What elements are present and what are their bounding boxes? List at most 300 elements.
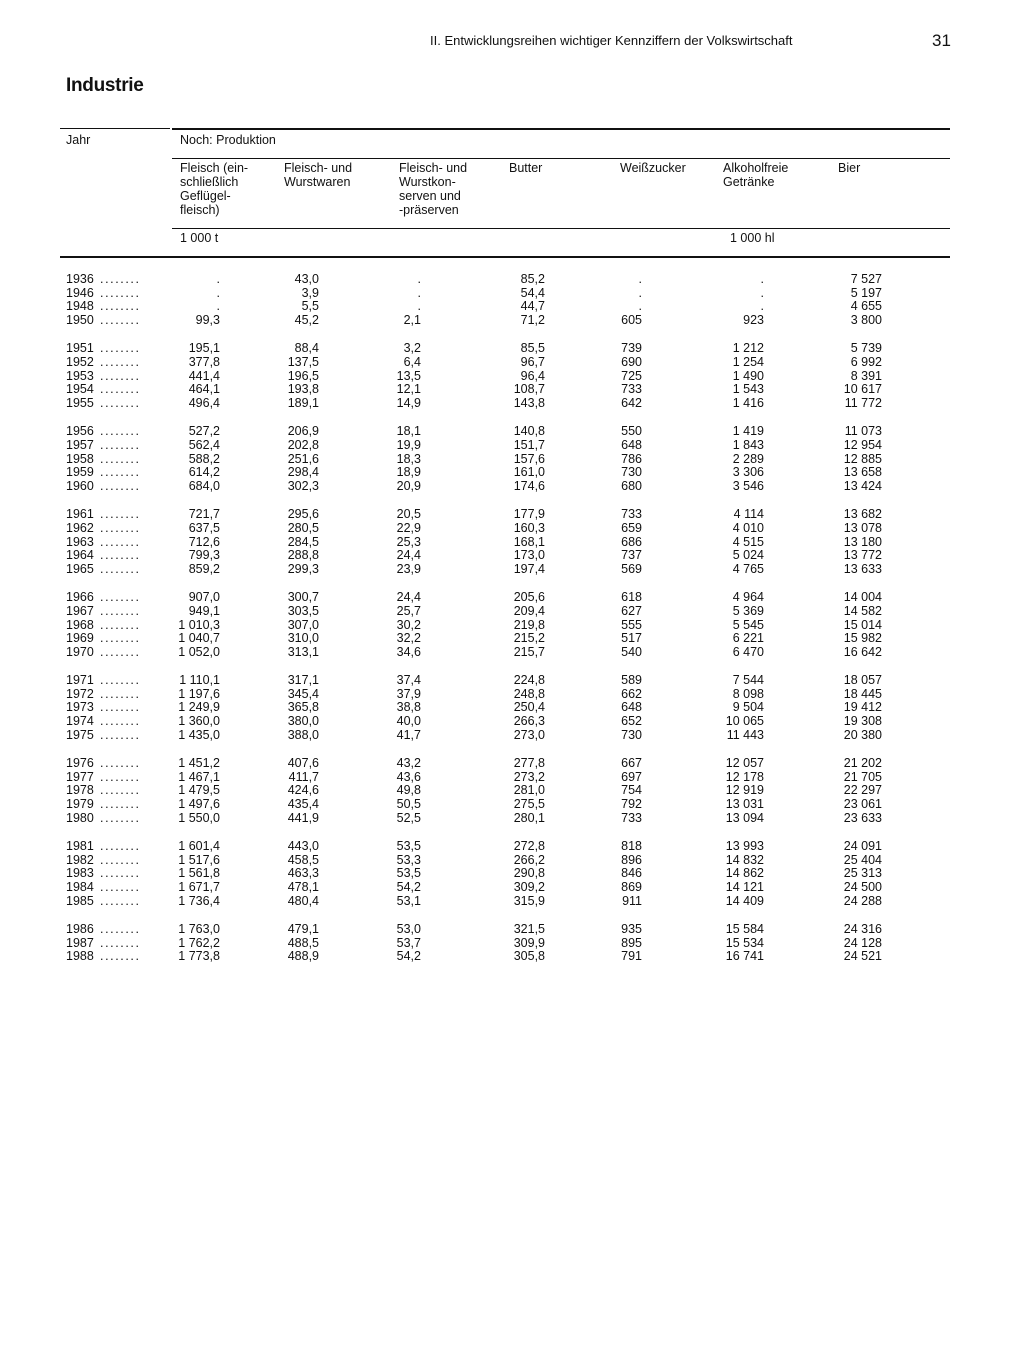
running-header: II. Entwicklungsreihen wichtiger Kennziffern der Volkswirtschaft <box>430 33 793 48</box>
cell-fleisch: 1 561,8 <box>178 866 220 881</box>
cell-weisszucker: 739 <box>621 341 642 356</box>
cell-butter: 309,9 <box>513 935 545 950</box>
leader-dots: ........ <box>100 686 141 701</box>
table-row <box>0 880 1024 894</box>
row-year: 1977 <box>66 769 94 784</box>
cell-weisszucker: 686 <box>621 534 642 549</box>
row-year: 1960 <box>66 478 94 493</box>
cell-bier: 5 739 <box>850 341 882 356</box>
cell-bier: 22 297 <box>843 783 882 798</box>
cell-butter: 275,5 <box>513 797 545 811</box>
group-rule <box>172 158 950 159</box>
cell-bier: 20 380 <box>843 727 882 742</box>
cell-butter: 197,4 <box>513 561 545 576</box>
cell-butter: 273,0 <box>513 727 545 742</box>
cell-fleisch: 588,2 <box>188 451 220 466</box>
cell-weisszucker: 792 <box>621 797 642 811</box>
cell-konserven: 13,5 <box>396 368 421 383</box>
row-year: 1986 <box>66 922 94 936</box>
cell-konserven: 43,6 <box>396 769 421 784</box>
row-year: 1954 <box>66 382 94 397</box>
cell-getraenke: 5 369 <box>732 603 764 618</box>
table-row <box>0 452 1024 466</box>
cell-fleisch: 614,2 <box>188 465 220 480</box>
cell-butter: 281,0 <box>513 783 545 798</box>
cell-fleischwaren: 307,0 <box>287 617 319 632</box>
cell-konserven: . <box>417 272 421 286</box>
cell-butter: 215,2 <box>513 631 545 646</box>
cell-weisszucker: 662 <box>621 686 642 701</box>
cell-fleisch: . <box>216 285 220 300</box>
cell-weisszucker: 555 <box>621 617 642 632</box>
row-year: 1972 <box>66 686 94 701</box>
cell-fleischwaren: 435,4 <box>287 797 319 811</box>
cell-konserven: 38,8 <box>396 700 421 715</box>
table-row <box>0 618 1024 632</box>
cell-fleischwaren: 251,6 <box>287 451 319 466</box>
cell-bier: 13 772 <box>843 548 882 563</box>
cell-fleischwaren: 480,4 <box>287 893 319 908</box>
cell-bier: 13 658 <box>843 465 882 480</box>
table-row <box>0 507 1024 521</box>
cell-fleisch: 1 435,0 <box>178 727 220 742</box>
table-row <box>0 936 1024 950</box>
table-row <box>0 382 1024 396</box>
cell-getraenke: 15 584 <box>725 922 764 936</box>
cell-fleisch: 1 467,1 <box>178 769 220 784</box>
cell-bier: 8 391 <box>850 368 882 383</box>
cell-weisszucker: 737 <box>621 548 642 563</box>
cell-konserven: 18,3 <box>396 451 421 466</box>
cell-fleisch: 99,3 <box>195 312 220 327</box>
cell-bier: 24 316 <box>843 922 882 936</box>
cell-weisszucker: 648 <box>621 700 642 715</box>
cell-butter: 140,8 <box>513 424 545 439</box>
cell-fleischwaren: 280,5 <box>287 520 319 535</box>
cell-konserven: 25,7 <box>396 603 421 618</box>
cell-getraenke: 13 094 <box>725 810 764 825</box>
column-header-year: Jahr <box>66 133 91 147</box>
cell-fleischwaren: 424,6 <box>287 783 319 798</box>
cell-fleischwaren: 298,4 <box>287 465 319 480</box>
row-year: 1946 <box>66 285 94 300</box>
leader-dots: ........ <box>100 341 141 356</box>
leader-dots: ........ <box>100 548 141 563</box>
cell-fleisch: 1 479,5 <box>178 783 220 798</box>
cell-weisszucker: 730 <box>621 465 642 480</box>
cell-bier: 24 500 <box>843 879 882 894</box>
cell-butter: 277,8 <box>513 756 545 770</box>
leader-dots: ........ <box>100 451 141 466</box>
cell-getraenke: 1 843 <box>732 437 764 452</box>
cell-fleischwaren: 302,3 <box>287 478 319 493</box>
leader-dots: ........ <box>100 272 141 286</box>
cell-getraenke: 14 862 <box>725 866 764 881</box>
unit-rule <box>172 228 950 229</box>
table-row <box>0 922 1024 936</box>
cell-konserven: 24,4 <box>396 590 421 605</box>
table-top-rule <box>172 128 950 130</box>
cell-butter: 305,8 <box>513 949 545 964</box>
table-row <box>0 341 1024 355</box>
cell-fleisch: 1 010,3 <box>178 617 220 632</box>
leader-dots: ........ <box>100 590 141 605</box>
row-year: 1975 <box>66 727 94 742</box>
cell-fleischwaren: 43,0 <box>294 272 319 286</box>
cell-bier: 14 004 <box>843 590 882 605</box>
cell-konserven: 50,5 <box>396 797 421 811</box>
table-row <box>0 396 1024 410</box>
row-year: 1978 <box>66 783 94 798</box>
table-row <box>0 479 1024 493</box>
cell-weisszucker: 869 <box>621 879 642 894</box>
cell-konserven: . <box>417 285 421 300</box>
cell-fleischwaren: 345,4 <box>287 686 319 701</box>
cell-getraenke: 14 121 <box>725 879 764 894</box>
row-year: 1951 <box>66 341 94 356</box>
cell-weisszucker: 627 <box>621 603 642 618</box>
leader-dots: ........ <box>100 866 141 881</box>
cell-weisszucker: 540 <box>621 644 642 659</box>
cell-butter: 85,2 <box>520 272 545 286</box>
cell-weisszucker: 818 <box>621 839 642 853</box>
cell-bier: 24 288 <box>843 893 882 908</box>
cell-butter: 96,4 <box>520 368 545 383</box>
cell-fleisch: 1 052,0 <box>178 644 220 659</box>
leader-dots: ........ <box>100 810 141 825</box>
cell-konserven: 37,9 <box>396 686 421 701</box>
cell-getraenke: . <box>760 272 764 286</box>
cell-weisszucker: 791 <box>621 949 642 964</box>
table-row <box>0 714 1024 728</box>
cell-getraenke: 4 114 <box>733 507 764 522</box>
cell-getraenke: 1 254 <box>732 354 764 369</box>
cell-fleischwaren: 3,9 <box>301 285 319 300</box>
cell-konserven: 53,5 <box>396 866 421 881</box>
cell-fleischwaren: 488,5 <box>287 935 319 950</box>
leader-dots: ........ <box>100 382 141 397</box>
cell-fleischwaren: 206,9 <box>287 424 319 439</box>
cell-bier: 25 313 <box>843 866 882 881</box>
table-row <box>0 949 1024 963</box>
cell-konserven: 18,1 <box>396 424 421 439</box>
row-year: 1982 <box>66 852 94 867</box>
leader-dots: ........ <box>100 852 141 867</box>
cell-weisszucker: 680 <box>621 478 642 493</box>
group-header-production: Noch: Produktion <box>180 133 276 147</box>
cell-getraenke: 4 010 <box>732 520 764 535</box>
cell-konserven: 34,6 <box>396 644 421 659</box>
cell-fleisch: 1 249,9 <box>178 700 220 715</box>
row-year: 1984 <box>66 879 94 894</box>
cell-fleischwaren: 88,4 <box>294 341 319 356</box>
column-header-fleischwaren: Fleisch- und Wurstwaren <box>284 161 353 189</box>
cell-weisszucker: 648 <box>621 437 642 452</box>
cell-getraenke: 15 534 <box>725 935 764 950</box>
cell-konserven: 53,1 <box>396 893 421 908</box>
cell-konserven: 41,7 <box>396 727 421 742</box>
leader-dots: ........ <box>100 935 141 950</box>
cell-weisszucker: 786 <box>621 451 642 466</box>
cell-fleisch: 377,8 <box>188 354 220 369</box>
cell-getraenke: 1 490 <box>732 368 764 383</box>
leader-dots: ........ <box>100 520 141 535</box>
cell-getraenke: 3 306 <box>732 465 764 480</box>
cell-fleisch: 1 550,0 <box>178 810 220 825</box>
cell-konserven: 53,0 <box>396 922 421 936</box>
table-row <box>0 355 1024 369</box>
row-year: 1968 <box>66 617 94 632</box>
cell-konserven: 22,9 <box>396 520 421 535</box>
cell-weisszucker: . <box>638 272 642 286</box>
cell-bier: 18 445 <box>843 686 882 701</box>
cell-konserven: 23,9 <box>396 561 421 576</box>
cell-weisszucker: 652 <box>621 714 642 728</box>
cell-fleischwaren: 284,5 <box>287 534 319 549</box>
leader-dots: ........ <box>100 714 141 728</box>
cell-butter: 272,8 <box>513 839 545 853</box>
cell-fleischwaren: 196,5 <box>287 368 319 383</box>
column-header-fleisch: Fleisch (ein- schließlich Geflügel- fleisch) <box>180 161 249 217</box>
cell-konserven: 6,4 <box>403 354 421 369</box>
cell-fleisch: 1 773,8 <box>178 949 220 964</box>
cell-weisszucker: . <box>638 285 642 300</box>
cell-konserven: 30,2 <box>396 617 421 632</box>
cell-fleischwaren: 411,7 <box>288 769 319 784</box>
leader-dots: ........ <box>100 839 141 853</box>
leader-dots: ........ <box>100 727 141 742</box>
cell-konserven: 25,3 <box>396 534 421 549</box>
cell-fleisch: 1 763,0 <box>178 922 220 936</box>
row-year: 1955 <box>66 395 94 410</box>
cell-weisszucker: 896 <box>621 852 642 867</box>
column-header-bier: Bier <box>838 161 861 175</box>
cell-fleischwaren: 303,5 <box>287 603 319 618</box>
cell-fleischwaren: 458,5 <box>287 852 319 867</box>
cell-fleischwaren: 380,0 <box>287 714 319 728</box>
leader-dots: ........ <box>100 534 141 549</box>
column-header-weisszucker: Weißzucker <box>620 161 686 175</box>
cell-bier: 3 800 <box>850 312 882 327</box>
cell-weisszucker: 733 <box>621 507 642 522</box>
cell-bier: 14 582 <box>843 603 882 618</box>
leader-dots: ........ <box>100 478 141 493</box>
cell-getraenke: 8 098 <box>732 686 764 701</box>
cell-fleischwaren: 463,3 <box>287 866 319 881</box>
cell-fleisch: 684,0 <box>188 478 220 493</box>
row-year: 1979 <box>66 797 94 811</box>
leader-dots: ........ <box>100 700 141 715</box>
leader-dots: ........ <box>100 922 141 936</box>
table-row <box>0 797 1024 811</box>
cell-fleisch: 527,2 <box>188 424 220 439</box>
section-title: Industrie <box>66 75 144 96</box>
cell-fleisch: 1 360,0 <box>178 714 220 728</box>
cell-fleisch: 1 671,7 <box>178 879 220 894</box>
cell-butter: 143,8 <box>513 395 545 410</box>
column-header-butter: Butter <box>509 161 543 175</box>
cell-butter: 273,2 <box>513 769 545 784</box>
row-year: 1976 <box>66 756 94 770</box>
cell-weisszucker: 589 <box>621 673 642 688</box>
cell-fleischwaren: 317,1 <box>287 673 319 688</box>
cell-fleisch: 859,2 <box>188 561 220 576</box>
cell-bier: 24 521 <box>843 949 882 964</box>
column-header-konserven: Fleisch- und Wurstkon- serven und -präserven <box>399 161 468 217</box>
row-year: 1974 <box>66 714 94 728</box>
leader-dots: ........ <box>100 769 141 784</box>
cell-fleisch: 721,7 <box>188 507 220 522</box>
cell-weisszucker: 895 <box>621 935 642 950</box>
cell-fleisch: 637,5 <box>188 520 220 535</box>
cell-fleisch: 949,1 <box>188 603 220 618</box>
cell-getraenke: 4 765 <box>732 561 764 576</box>
cell-getraenke: 12 919 <box>725 783 764 798</box>
table-row <box>0 313 1024 327</box>
leader-dots: ........ <box>100 797 141 811</box>
cell-fleisch: 1 197,6 <box>178 686 220 701</box>
cell-bier: 4 655 <box>850 299 882 314</box>
cell-bier: 19 308 <box>843 714 882 728</box>
cell-weisszucker: 569 <box>621 561 642 576</box>
cell-fleischwaren: 45,2 <box>294 312 319 327</box>
cell-butter: 266,3 <box>513 714 545 728</box>
cell-fleischwaren: 295,6 <box>287 507 319 522</box>
leader-dots: ........ <box>100 395 141 410</box>
table-row <box>0 631 1024 645</box>
row-year: 1983 <box>66 866 94 881</box>
cell-bier: 5 197 <box>850 285 882 300</box>
cell-getraenke: 14 409 <box>725 893 764 908</box>
cell-konserven: . <box>417 299 421 314</box>
cell-bier: 15 014 <box>843 617 882 632</box>
cell-fleisch: 799,3 <box>188 548 220 563</box>
row-year: 1967 <box>66 603 94 618</box>
cell-bier: 24 128 <box>843 935 882 950</box>
cell-bier: 10 617 <box>843 382 882 397</box>
cell-bier: 13 078 <box>843 520 882 535</box>
cell-butter: 71,2 <box>520 312 545 327</box>
cell-butter: 205,6 <box>513 590 545 605</box>
table-row <box>0 590 1024 604</box>
cell-butter: 108,7 <box>513 382 545 397</box>
cell-fleisch: 1 497,6 <box>178 797 220 811</box>
cell-weisszucker: 667 <box>621 756 642 770</box>
cell-bier: 13 682 <box>843 507 882 522</box>
leader-dots: ........ <box>100 756 141 770</box>
cell-getraenke: 923 <box>743 312 764 327</box>
table-row <box>0 521 1024 535</box>
table-row <box>0 770 1024 784</box>
cell-getraenke: . <box>760 285 764 300</box>
cell-weisszucker: 659 <box>621 520 642 535</box>
row-year: 1948 <box>66 299 94 314</box>
cell-konserven: 24,4 <box>396 548 421 563</box>
cell-fleischwaren: 193,8 <box>287 382 319 397</box>
cell-konserven: 19,9 <box>396 437 421 452</box>
cell-fleischwaren: 300,7 <box>287 590 319 605</box>
table-row <box>0 756 1024 770</box>
cell-weisszucker: 690 <box>621 354 642 369</box>
cell-konserven: 18,9 <box>396 465 421 480</box>
cell-butter: 161,0 <box>513 465 545 480</box>
cell-konserven: 32,2 <box>396 631 421 646</box>
cell-butter: 168,1 <box>513 534 545 549</box>
table-row <box>0 728 1024 742</box>
cell-fleischwaren: 137,5 <box>287 354 319 369</box>
cell-bier: 23 061 <box>843 797 882 811</box>
cell-konserven: 54,2 <box>396 879 421 894</box>
leader-dots: ........ <box>100 465 141 480</box>
cell-konserven: 14,9 <box>396 395 421 410</box>
cell-butter: 315,9 <box>513 893 545 908</box>
cell-getraenke: 13 031 <box>725 797 764 811</box>
row-year: 1988 <box>66 949 94 964</box>
cell-konserven: 37,4 <box>396 673 421 688</box>
cell-fleischwaren: 443,0 <box>287 839 319 853</box>
cell-butter: 219,8 <box>513 617 545 632</box>
cell-fleischwaren: 310,0 <box>287 631 319 646</box>
cell-fleisch: 1 040,7 <box>178 631 220 646</box>
cell-konserven: 3,2 <box>403 341 421 356</box>
row-year: 1963 <box>66 534 94 549</box>
cell-fleisch: 907,0 <box>188 590 220 605</box>
row-year: 1965 <box>66 561 94 576</box>
table-row <box>0 272 1024 286</box>
cell-bier: 11 772 <box>844 395 882 410</box>
cell-bier: 12 954 <box>843 437 882 452</box>
cell-weisszucker: 642 <box>621 395 642 410</box>
table-row <box>0 604 1024 618</box>
table-row <box>0 866 1024 880</box>
leader-dots: ........ <box>100 603 141 618</box>
cell-weisszucker: 725 <box>621 368 642 383</box>
cell-butter: 44,7 <box>520 299 545 314</box>
row-year: 1962 <box>66 520 94 535</box>
cell-getraenke: 7 544 <box>732 673 764 688</box>
cell-butter: 309,2 <box>513 879 545 894</box>
row-year: 1952 <box>66 354 94 369</box>
cell-konserven: 52,5 <box>396 810 421 825</box>
cell-butter: 215,7 <box>513 644 545 659</box>
cell-fleisch: 1 736,4 <box>178 893 220 908</box>
cell-fleischwaren: 299,3 <box>287 561 319 576</box>
cell-bier: 19 412 <box>843 700 882 715</box>
cell-getraenke: 2 289 <box>732 451 764 466</box>
cell-bier: 13 424 <box>843 478 882 493</box>
unit-label-hectolitres: 1 000 hl <box>730 231 775 245</box>
cell-fleisch: 464,1 <box>188 382 220 397</box>
cell-fleischwaren: 365,8 <box>287 700 319 715</box>
table-row <box>0 548 1024 562</box>
table-row <box>0 853 1024 867</box>
row-year: 1956 <box>66 424 94 439</box>
cell-butter: 160,3 <box>513 520 545 535</box>
cell-butter: 173,0 <box>513 548 545 563</box>
row-year: 1971 <box>66 673 94 688</box>
cell-getraenke: 10 065 <box>725 714 764 728</box>
cell-butter: 250,4 <box>513 700 545 715</box>
cell-getraenke: 4 964 <box>732 590 764 605</box>
cell-fleisch: 441,4 <box>188 368 220 383</box>
leader-dots: ........ <box>100 561 141 576</box>
cell-getraenke: 1 543 <box>732 382 764 397</box>
leader-dots: ........ <box>100 893 141 908</box>
cell-bier: 13 633 <box>843 561 882 576</box>
leader-dots: ........ <box>100 949 141 964</box>
leader-dots: ........ <box>100 312 141 327</box>
cell-weisszucker: 846 <box>621 866 642 881</box>
